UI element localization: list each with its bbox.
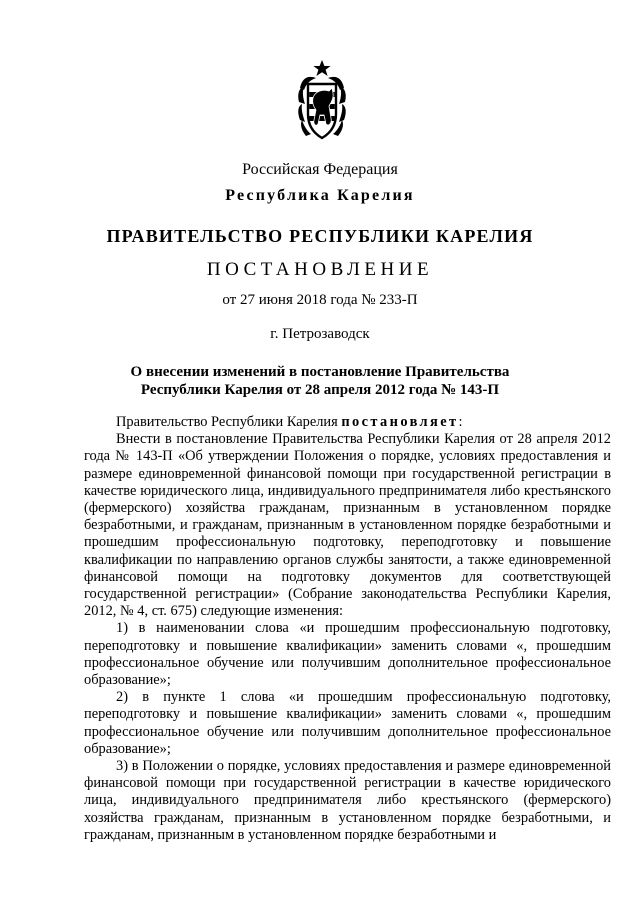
- body-paragraph: 3) в Положении о порядке, условиях предоставления и размере единовременной финансовой помощи при государственной регистрации в качестве юридического лица, индивидуального предпринимателя либо крестьянского (фермерского) хозяйства гражданам, признанным в установленном порядке безработными, и гражданам, признанным в установленном порядке безработными и: [84, 758, 611, 843]
- document-body: [84, 414, 611, 844]
- document-subject: [0, 363, 640, 399]
- subject-line: Республики Карелия от 28 апреля 2012 года № 143-П: [140, 382, 500, 398]
- country-name: Российская Федерация: [242, 161, 398, 178]
- coat-of-arms-icon: [296, 58, 348, 146]
- intro-text: Правительство Республики Карелия: [116, 414, 342, 430]
- intro-colon: :: [458, 414, 463, 430]
- body-paragraph: 1) в наименовании слова «и прошедшим профессиональную подготовку, переподготовку и повышение квалификации» заменить словами «, прошедшим профессиональное обучение или получившим дополнительное профессиональное образование»;: [84, 620, 611, 689]
- date-and-number: от 27 июня 2018 года № 233-П: [222, 292, 418, 308]
- body-paragraph: Внести в постановление Правительства Республики Карелия от 28 апреля 2012 года № 143-П «Об утверждении Положения о порядке, условиях предоставления и размере единовременной финансовой помощи при государственной регистрации в качестве юридического лица, индивидуального предпринимателя либо крестьянского (фермерского) хозяйства гражданам, признанным в установленном порядке безработными, и гражданам, признанным в установленном порядке безработными и прошедшим профессиональную подготовку, переподготовку и повышение квалификации по направлению органов службы занятости, а также единовременной финансовой помощи на подготовку документов для соответствующей государственной регистрации» (Собрание законодательства Республики Карелия, 2012, № 4, ст. 675) следующие изменения:: [84, 431, 611, 620]
- city: г. Петрозаводск: [270, 326, 370, 342]
- republic-name: Республика Карелия: [225, 187, 415, 204]
- document-type: ПОСТАНОВЛЕНИЕ: [206, 259, 434, 280]
- body-paragraph: 2) в пункте 1 слова «и прошедшим профессиональную подготовку, переподготовку и повышение квалификации» заменить словами «, прошедшим профессиональное обучение или получившим дополнительное профессиональное образование»;: [84, 689, 611, 757]
- intro-paragraph: [84, 414, 611, 431]
- resolves-keyword: постановляет: [341, 414, 459, 430]
- subject-line: О внесении изменений в постановление Правительства: [130, 364, 510, 380]
- government-title: ПРАВИТЕЛЬСТВО РЕСПУБЛИКИ КАРЕЛИЯ: [106, 226, 534, 246]
